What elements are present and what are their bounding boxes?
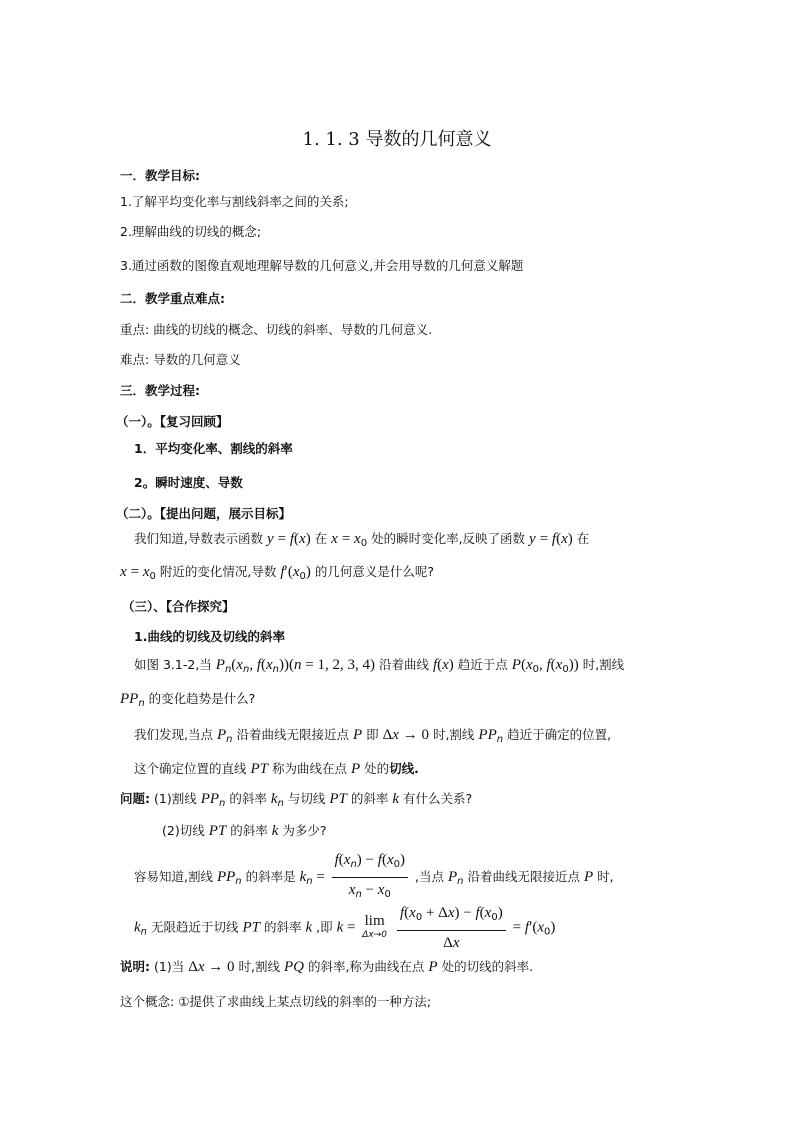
difficult-text: 导数的几何意义 <box>153 352 241 367</box>
page-title: 1. 1. 3 导数的几何意义 <box>302 129 492 150</box>
definition-line: 这个确定位置的直线 PT 称为曲线在点 P 处的切线. <box>134 761 419 777</box>
key-label: 重点: <box>120 322 150 337</box>
part-1-heading: （一）。【复习回顾】 <box>116 414 229 429</box>
key-text: 曲线的切线的概念、切线的斜率、导数的几何意义. <box>153 322 433 337</box>
goal-2: 2.理解曲线的切线的概念; <box>120 224 262 239</box>
figure-paragraph-line-2: $PP_n$ 的变化趋势是什么? <box>120 691 256 709</box>
note-line: 说明: (1)当 Δx → 0 时,割线 PQ 的斜率,称为曲线在点 P 处的切线的斜率. <box>120 959 534 975</box>
review-item-2: 2。瞬时速度、导数 <box>134 475 243 490</box>
question-paragraph-line-1: 我们知道,导数表示函数 y = f(x) 在 $x = x_0$ 处的瞬时变化率,反映了函数 y = f(x) 在 <box>134 531 590 549</box>
subsection-tangent: 1.曲线的切线及切线的斜率 <box>134 629 285 644</box>
difficult-points <box>120 351 241 369</box>
section-1-heading: 一．教学目标: <box>120 168 200 183</box>
goal-1: 1.了解平均变化率与割线斜率之间的关系; <box>120 194 349 209</box>
concept-line: 这个概念: ①提供了求曲线上某点切线的斜率的一种方法; <box>120 994 432 1009</box>
part-2-heading: （二）。【提出问题，展示目标】 <box>116 506 292 521</box>
section-3-heading: 三．教学过程: <box>120 383 200 398</box>
question-1: 问题: (1)割线 $PP_n$ 的斜率 $k_n$ 与切线 PT 的斜率 k 有什么关系? <box>120 791 473 809</box>
secant-slope-fraction: $\frac{f(x_n) - f(x_0)}{x_n - x_0}$ <box>332 850 408 905</box>
derivative-fraction: $\frac{f(x_0 + \Delta x) - f(x_0)}{\Delta x}$ <box>397 903 506 953</box>
section-2-heading: 二．教学重点难点: <box>120 291 225 306</box>
limit-operator: lim Δx→0 <box>362 913 388 940</box>
tangent-limit-line: $k_n$ 无限趋近于切线 PT 的斜率 k ,即 k = lim Δx→0 $\frac{f(x_0 + \Delta x) - f(x_0)}{\Delta x}$ = $f'(x_0)$ <box>134 905 556 951</box>
question-paragraph-line-2: $x = x_0$ 附近的变化情况,导数 $f'(x_0)$ 的几何意义是什么呢? <box>120 564 434 582</box>
secant-slope-line: 容易知道,割线 $PP_n$ 的斜率是 $k_n$ = $\frac{f(x_n) - f(x_0)}{x_n - x_0}$ ,当点 $P_n$ 沿着曲线无限接近点 P 时, <box>134 850 614 905</box>
difficult-label: 难点: <box>120 352 150 367</box>
observation-line: 我们发现,当点 $P_n$ 沿着曲线无限接近点 P 即 Δx → 0 时,割线 $PP_n$ 趋近于确定的位置, <box>134 727 612 745</box>
question-2: (2)切线 PT 的斜率 k 为多少? <box>162 823 327 839</box>
part-3-heading: （三）、【合作探究】 <box>122 599 235 614</box>
figure-paragraph-line-1: 如图 3.1-2,当 $P_n(x_n$, $f(x_n))(n = 1$, 2, 3, 4) 沿着曲线 f(x) 趋近于点 $P(x_0$, $f(x_0)$) 时,割线 <box>134 657 625 675</box>
key-points <box>120 321 432 339</box>
review-item-1: 1．平均变化率、割线的斜率 <box>134 441 293 456</box>
goal-3: 3.通过函数的图像直观地理解导数的几何意义,并会用导数的几何意义解题 <box>120 258 524 273</box>
